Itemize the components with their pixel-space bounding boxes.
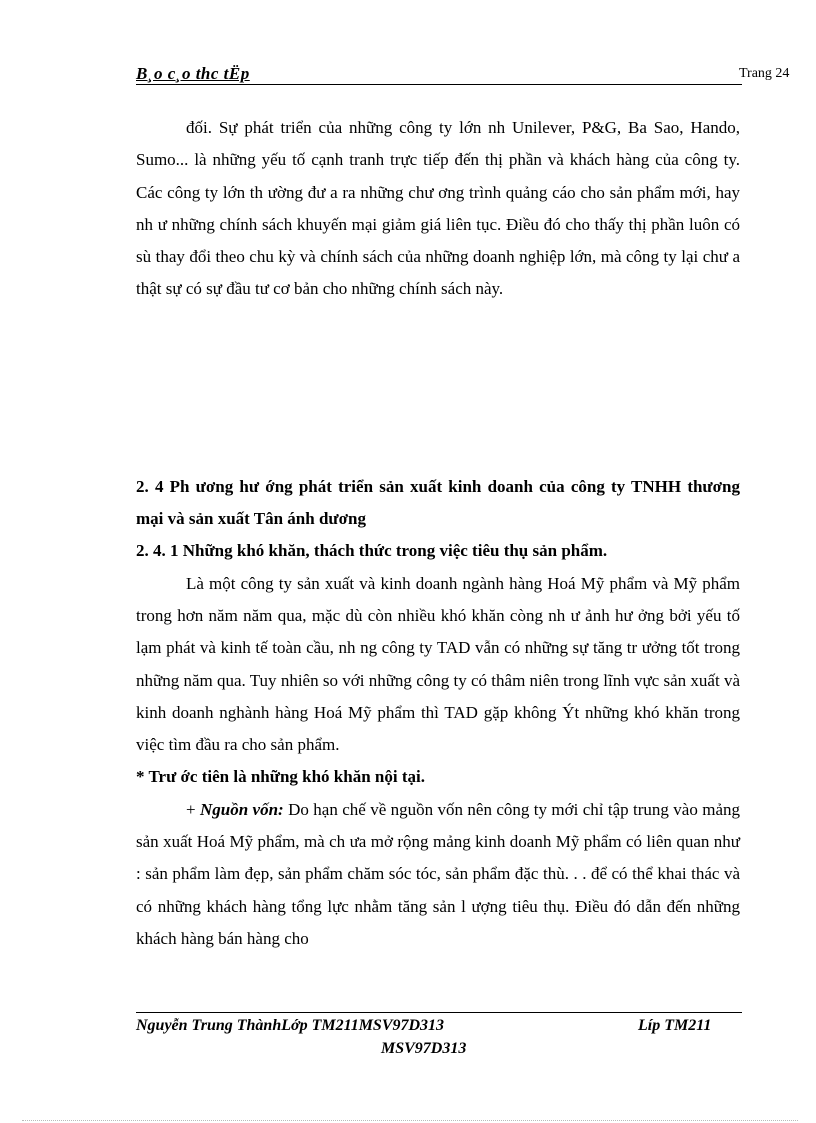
header-title: B¸o c¸o thc tËp [136, 64, 250, 83]
section-heading: 2. 4 Ph ương hư ớng phát triển sản xuất kinh doanh của công ty TNHH thương mại và sản xuất Tân ánh dương [136, 476, 740, 529]
document-body [136, 112, 740, 955]
subsection-heading: 2. 4. 1 Những khó khăn, thách thức trong việc tiêu thụ sản phẩm. [136, 541, 608, 561]
paragraph-text: Do hạn chế về nguồn vốn nên công ty mới chỉ tập trung vào mảng sản xuất Hoá Mỹ phẩm, mà ch ưa mở rộng mảng kinh doanh Mỹ phẩm có liên quan như : sản phẩm làm đẹp, sản phẩm chăm sóc tóc, sản phẩm đặc thù. . . để có thể khai thác và có những khách hàng tổng lực nhằm tăng sản l ượng tiêu thụ. Điều đó dẫn đến những khách hàng bán hàng cho [136, 799, 740, 948]
paragraph [136, 794, 740, 955]
page-header [136, 62, 742, 85]
bullet-heading: * Trư ớc tiên là những khó khăn nội tại. [136, 767, 425, 787]
footer-divider [136, 1012, 742, 1013]
footer-author: Nguyễn Trung ThànhLớp TM211MSV97D313 [136, 1017, 445, 1034]
paragraph: Là một công ty sản xuất và kinh doanh ngành hàng Hoá Mỹ phẩm và Mỹ phẩm trong hơn năm năm qua, mặc dù còn nhiều khó khăn còng nh ư ảnh hư ởng bởi yếu tố lạm phát và kinh tế toàn cầu, nh ng công ty TAD vẫn có những sự tăng tr ưởng tốt trong những năm qua. Tuy nhiên so với những công ty có thâm niên trong lĩnh vực sản xuất và kinh doanh nghành hàng Hoá Mỹ phẩm thì TAD gặp không Ýt những khó khăn trong việc tìm đầu ra cho sản phẩm. [136, 573, 740, 755]
blank-space [136, 306, 740, 471]
paragraph: đối. Sự phát triển của những công ty lớn nh Unilever, P&G, Ba Sao, Hando, Sumo... là những yếu tố cạnh tranh trực tiếp đến thị phần và khách hàng của công ty. Các công ty lớn th ường đư a ra những chư ơng trình quảng cáo cho sản phẩm mới, hay nh ư những chính sách khuyến mại giảm giá liên tục. Điều đó cho thấy thị phần luôn có sù thay đổi theo chu kỳ và chính sách của những doanh nghiệp lớn, mà công ty lại chư a thật sự có sự đầu tư cơ bản cho những chính sách này. [136, 118, 740, 299]
list-prefix: + [186, 799, 200, 819]
page-edge-divider [22, 1120, 798, 1121]
term-label: Nguồn vốn: [199, 799, 284, 819]
footer-class: Líp TM211 [638, 1017, 712, 1034]
footer-student-id: MSV97D313 [381, 1040, 467, 1057]
page-number: Trang 24 [739, 66, 790, 81]
